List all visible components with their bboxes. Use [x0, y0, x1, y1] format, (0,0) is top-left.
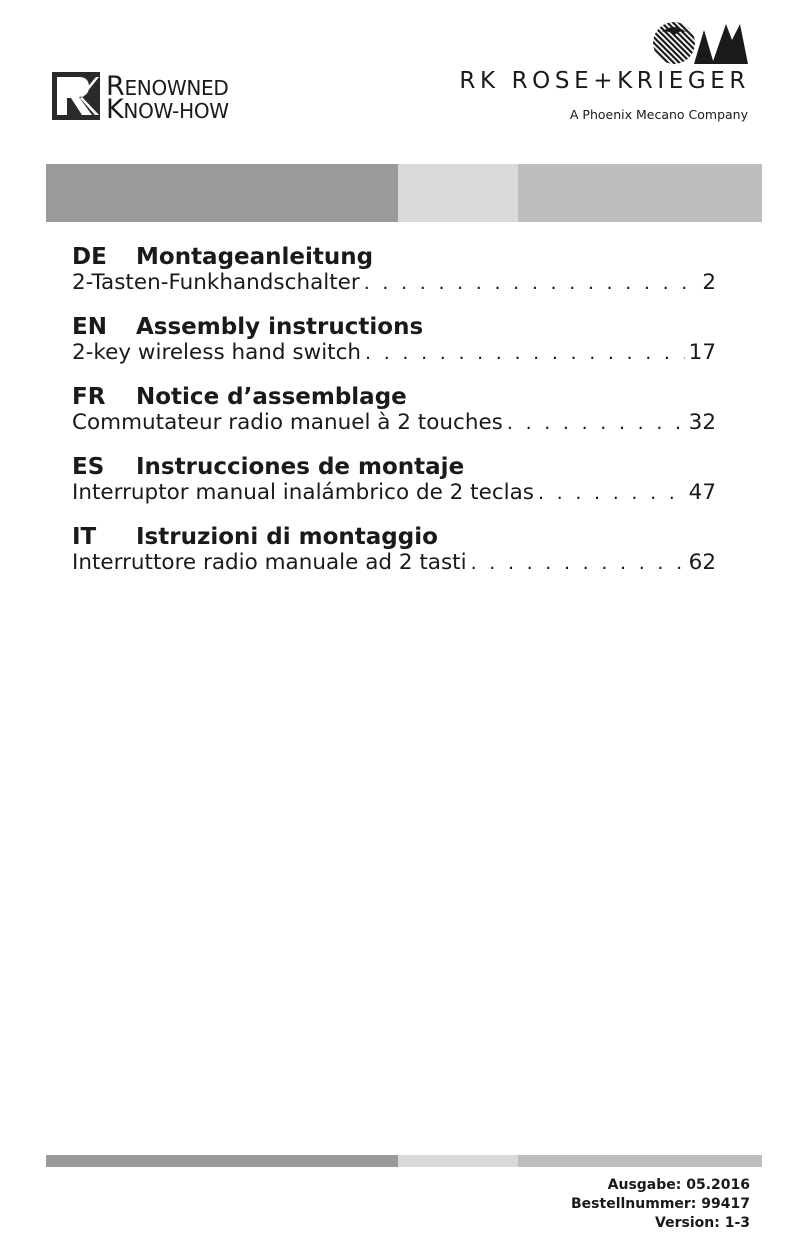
slogan-initial-k: K: [106, 94, 124, 125]
section-subtitle: 2-key wireless hand switch: [72, 340, 362, 365]
leader-dots: [364, 272, 699, 294]
toc-heading: [72, 310, 716, 340]
section-subtitle: 2-Tasten-Funkhandschalter: [72, 270, 360, 295]
leader-dots: [471, 552, 685, 574]
section-subtitle: Commutateur radio manuel à 2 touches: [72, 410, 503, 435]
section-title: Instrucciones de montaje: [136, 454, 465, 480]
bar-segment-mid: [518, 1155, 762, 1167]
page-number: 62: [688, 550, 716, 575]
slogan-initial-r: R: [106, 71, 125, 102]
edition-date: Ausgabe: 05.2016: [607, 1177, 750, 1193]
bar-segment-dark: [46, 1155, 398, 1167]
brand-tagline: A Phoenix Mecano Company: [569, 107, 748, 122]
page-number: 47: [688, 480, 716, 505]
header-color-bar: [46, 164, 762, 222]
slogan-line-2: [106, 96, 229, 123]
brand-name: RK ROSE+KRIEGER: [459, 68, 750, 94]
section-title: Montageanleitung: [136, 244, 374, 270]
toc-heading: [72, 380, 716, 410]
leader-dots: [507, 412, 685, 434]
page-number: 2: [702, 270, 716, 295]
language-code: IT: [72, 524, 97, 550]
rk-badge-icon: [52, 72, 100, 120]
toc-entry-de[interactable]: [72, 240, 716, 300]
language-code: ES: [72, 454, 105, 480]
leader-dots: [538, 482, 685, 504]
leader-dots: [365, 342, 685, 364]
version-number: Version: 1-3: [655, 1215, 750, 1231]
language-code: EN: [72, 314, 107, 340]
footer-color-bar: [46, 1155, 762, 1167]
toc-entry-fr[interactable]: [72, 380, 716, 440]
rose-krieger-mark-icon: [652, 20, 750, 66]
toc-line: [72, 270, 716, 300]
toc-entry-en[interactable]: [72, 310, 716, 370]
section-title: Istruzioni di montaggio: [136, 524, 438, 550]
slogan-rest-1: ENOWNED: [124, 76, 229, 100]
toc-line: [72, 480, 716, 510]
toc-line: [72, 340, 716, 370]
section-title: Assembly instructions: [136, 314, 424, 340]
toc-entry-es[interactable]: [72, 450, 716, 510]
slogan-rest-2: NOW-HOW: [123, 99, 229, 123]
language-code: DE: [72, 244, 107, 270]
bar-segment-dark: [46, 164, 398, 222]
toc-entry-it[interactable]: [72, 520, 716, 580]
toc-line: [72, 410, 716, 440]
toc-line: [72, 550, 716, 580]
bar-segment-light: [398, 1155, 518, 1167]
section-subtitle: Interruptor manual inalámbrico de 2 teclas: [72, 480, 534, 505]
language-code: FR: [72, 384, 106, 410]
toc-heading: [72, 450, 716, 480]
page-number: 32: [688, 410, 716, 435]
section-subtitle: Interruttore radio manuale ad 2 tasti: [72, 550, 467, 575]
toc-heading: [72, 520, 716, 550]
bar-segment-light: [398, 164, 518, 222]
page-number: 17: [688, 340, 716, 365]
toc-heading: [72, 240, 716, 270]
order-number: Bestellnummer: 99417: [571, 1196, 750, 1212]
bar-segment-mid: [518, 164, 762, 222]
section-title: Notice d’assemblage: [136, 384, 407, 410]
